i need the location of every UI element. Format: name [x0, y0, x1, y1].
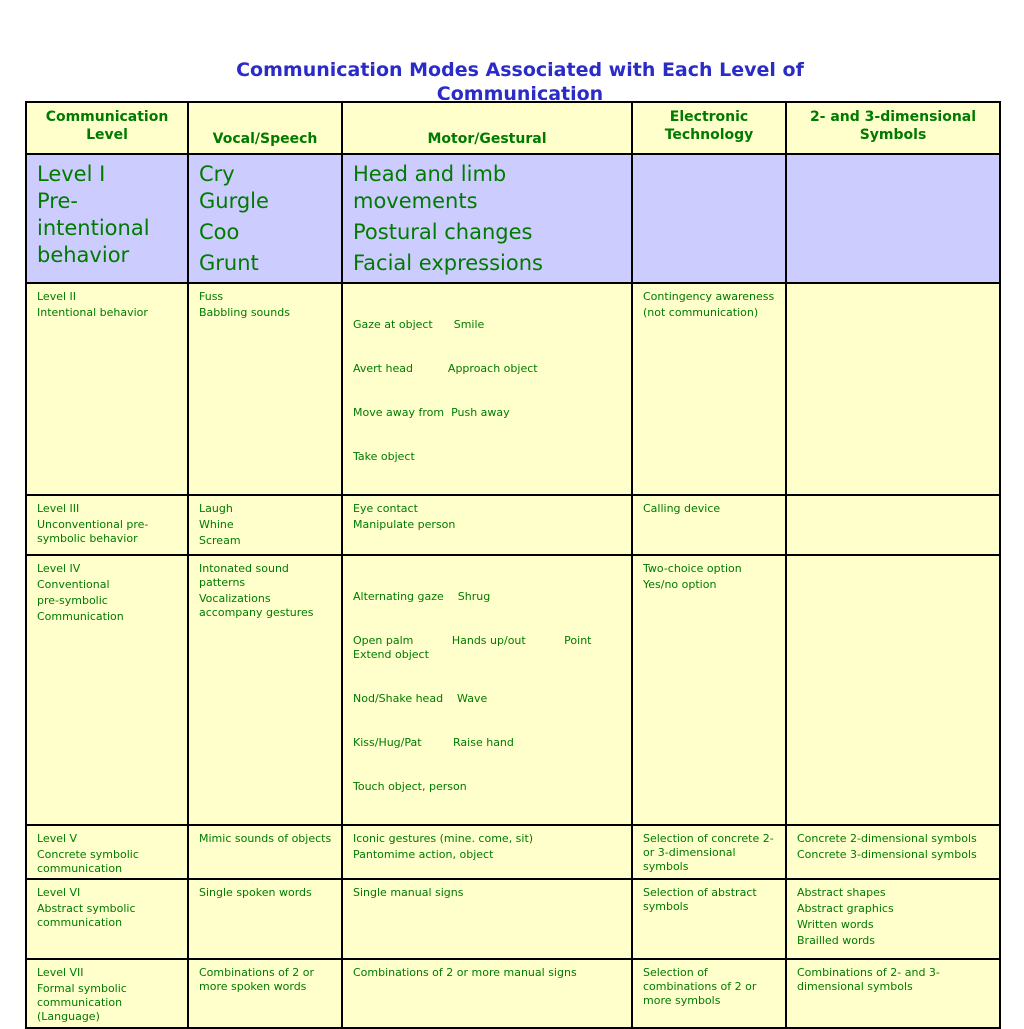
cell-vocal [188, 879, 342, 959]
table-row-level-5 [26, 825, 1000, 879]
cell-line: Contingency awareness [643, 290, 775, 303]
cell-motor [342, 959, 632, 1028]
cell-vocal [188, 283, 342, 495]
table-row-level-6 [26, 879, 1000, 959]
cell-line: Selection of concrete 2- or 3-dimensional symbols [643, 832, 774, 873]
cell-line: Fuss [199, 290, 224, 303]
cell-symbols [786, 879, 1000, 959]
cell-vocal [188, 959, 342, 1028]
table-row-level-3 [26, 495, 1000, 555]
header-symbols: 2- and 3-dimensional Symbols [786, 102, 1000, 154]
table-header-row [26, 102, 1000, 154]
cell-vocal [188, 495, 342, 555]
cell-line: Move away from Push away [353, 406, 510, 419]
cell-line: Concrete 3-dimensional symbols [797, 848, 977, 861]
cell-line: Combinations of 2 or more manual signs [353, 966, 577, 979]
table-row-level-7 [26, 959, 1000, 1028]
cell-line: Pantomime action, object [353, 848, 494, 861]
cell-line: Manipulate person [353, 518, 456, 531]
cell-line: Mimic sounds of objects [199, 832, 332, 845]
cell-line: Gurgle [199, 189, 269, 213]
cell-vocal [188, 825, 342, 879]
cell-line: Whine [199, 518, 234, 531]
cell-symbols [786, 154, 1000, 283]
cell-line: Intonated sound patterns [199, 562, 289, 589]
cell-line: pre-symbolic [37, 594, 108, 607]
cell-motor [342, 495, 632, 555]
cell-line: Facial expressions [353, 251, 543, 275]
cell-line: Combinations of 2 or more spoken words [199, 966, 315, 993]
cell-symbols [786, 959, 1000, 1028]
cell-line: Abstract shapes [797, 886, 886, 899]
cell-line: Gaze at object Smile [353, 318, 485, 331]
cell-line: Two-choice option [643, 562, 742, 575]
cell-line: Written words [797, 918, 874, 931]
cell-line: Abstract graphics [797, 902, 894, 915]
cell-line: Single manual signs [353, 886, 464, 899]
cell-level [26, 879, 188, 959]
cell-line: Cry [199, 162, 235, 186]
cell-line: Eye contact [353, 502, 418, 515]
cell-line: Level II [37, 290, 77, 303]
cell-line: Calling device [643, 502, 721, 515]
cell-level [26, 959, 188, 1028]
page-title: Communication Modes Associated with Each Level of Communication [236, 59, 804, 100]
cell-line: Grunt [199, 251, 259, 275]
cell-line: Level I [37, 162, 106, 186]
cell-line: Level VI [37, 886, 81, 899]
cell-motor [342, 154, 632, 283]
cell-level [26, 283, 188, 495]
cell-line: Selection of abstract symbols [643, 886, 757, 913]
cell-level [26, 495, 188, 555]
cell-line: Pre-intentional behavior [37, 189, 150, 267]
cell-line: Abstract symbolic communication [37, 902, 136, 929]
cell-line: Formal symbolic communication (Language) [37, 982, 127, 1023]
cell-symbols [786, 283, 1000, 495]
cell-level [26, 154, 188, 283]
cell-line: Level IV [37, 562, 81, 575]
table-row-level-4 [26, 555, 1000, 825]
header-motor-gestural: Motor/Gestural [342, 102, 632, 154]
cell-line: Vocalizations accompany gestures [199, 592, 314, 619]
cell-line: Head and limb movements [353, 162, 507, 213]
cell-line: Intentional behavior [37, 306, 148, 319]
cell-line: Nod/Shake head Wave [353, 692, 488, 705]
cell-motor [342, 879, 632, 959]
cell-level [26, 555, 188, 825]
header-communication-level: Communication Level [26, 102, 188, 154]
cell-electronic [632, 495, 786, 555]
cell-line: Brailled words [797, 934, 875, 947]
cell-line: Level VII [37, 966, 84, 979]
cell-line: Concrete 2-dimensional symbols [797, 832, 977, 845]
cell-line: Iconic gestures (mine. come, sit) [353, 832, 534, 845]
cell-level [26, 825, 188, 879]
cell-line: Babbling sounds [199, 306, 290, 319]
cell-line: Laugh [199, 502, 233, 515]
cell-electronic [632, 283, 786, 495]
cell-line: Open palm Hands up/out Point Extend object [353, 634, 595, 661]
cell-line: Coo [199, 220, 240, 244]
communication-levels-table [25, 101, 1001, 1029]
cell-line: Take object [353, 450, 415, 463]
cell-line: Level III [37, 502, 80, 515]
cell-line: Selection of combinations of 2 or more symbols [643, 966, 757, 1007]
cell-electronic [632, 555, 786, 825]
cell-line: Postural changes [353, 220, 533, 244]
cell-motor [342, 283, 632, 495]
cell-vocal [188, 555, 342, 825]
cell-line: Avert head Approach object [353, 362, 538, 375]
header-electronic-technology: Electronic Technology [632, 102, 786, 154]
cell-motor [342, 555, 632, 825]
table-row-level-1 [26, 154, 1000, 283]
cell-line: Scream [199, 534, 241, 547]
cell-line: Alternating gaze Shrug [353, 590, 491, 603]
cell-line: (not communication) [643, 306, 759, 319]
cell-symbols [786, 555, 1000, 825]
cell-electronic [632, 154, 786, 283]
table-row-level-2 [26, 283, 1000, 495]
cell-vocal [188, 154, 342, 283]
cell-motor [342, 825, 632, 879]
cell-electronic [632, 825, 786, 879]
cell-line: Communication [37, 610, 124, 623]
cell-line: Yes/no option [643, 578, 717, 591]
cell-line: Touch object, person [353, 780, 467, 793]
cell-electronic [632, 959, 786, 1028]
cell-line: Combinations of 2- and 3-dimensional symbols [797, 966, 940, 993]
cell-line: Kiss/Hug/Pat Raise hand [353, 736, 514, 749]
cell-line: Unconventional pre-symbolic behavior [37, 518, 149, 545]
cell-line: Concrete symbolic communication [37, 848, 139, 875]
cell-symbols [786, 825, 1000, 879]
cell-line: Level V [37, 832, 78, 845]
cell-line: Conventional [37, 578, 110, 591]
cell-electronic [632, 879, 786, 959]
header-vocal-speech: Vocal/Speech [188, 102, 342, 154]
cell-line: Single spoken words [199, 886, 312, 899]
cell-symbols [786, 495, 1000, 555]
